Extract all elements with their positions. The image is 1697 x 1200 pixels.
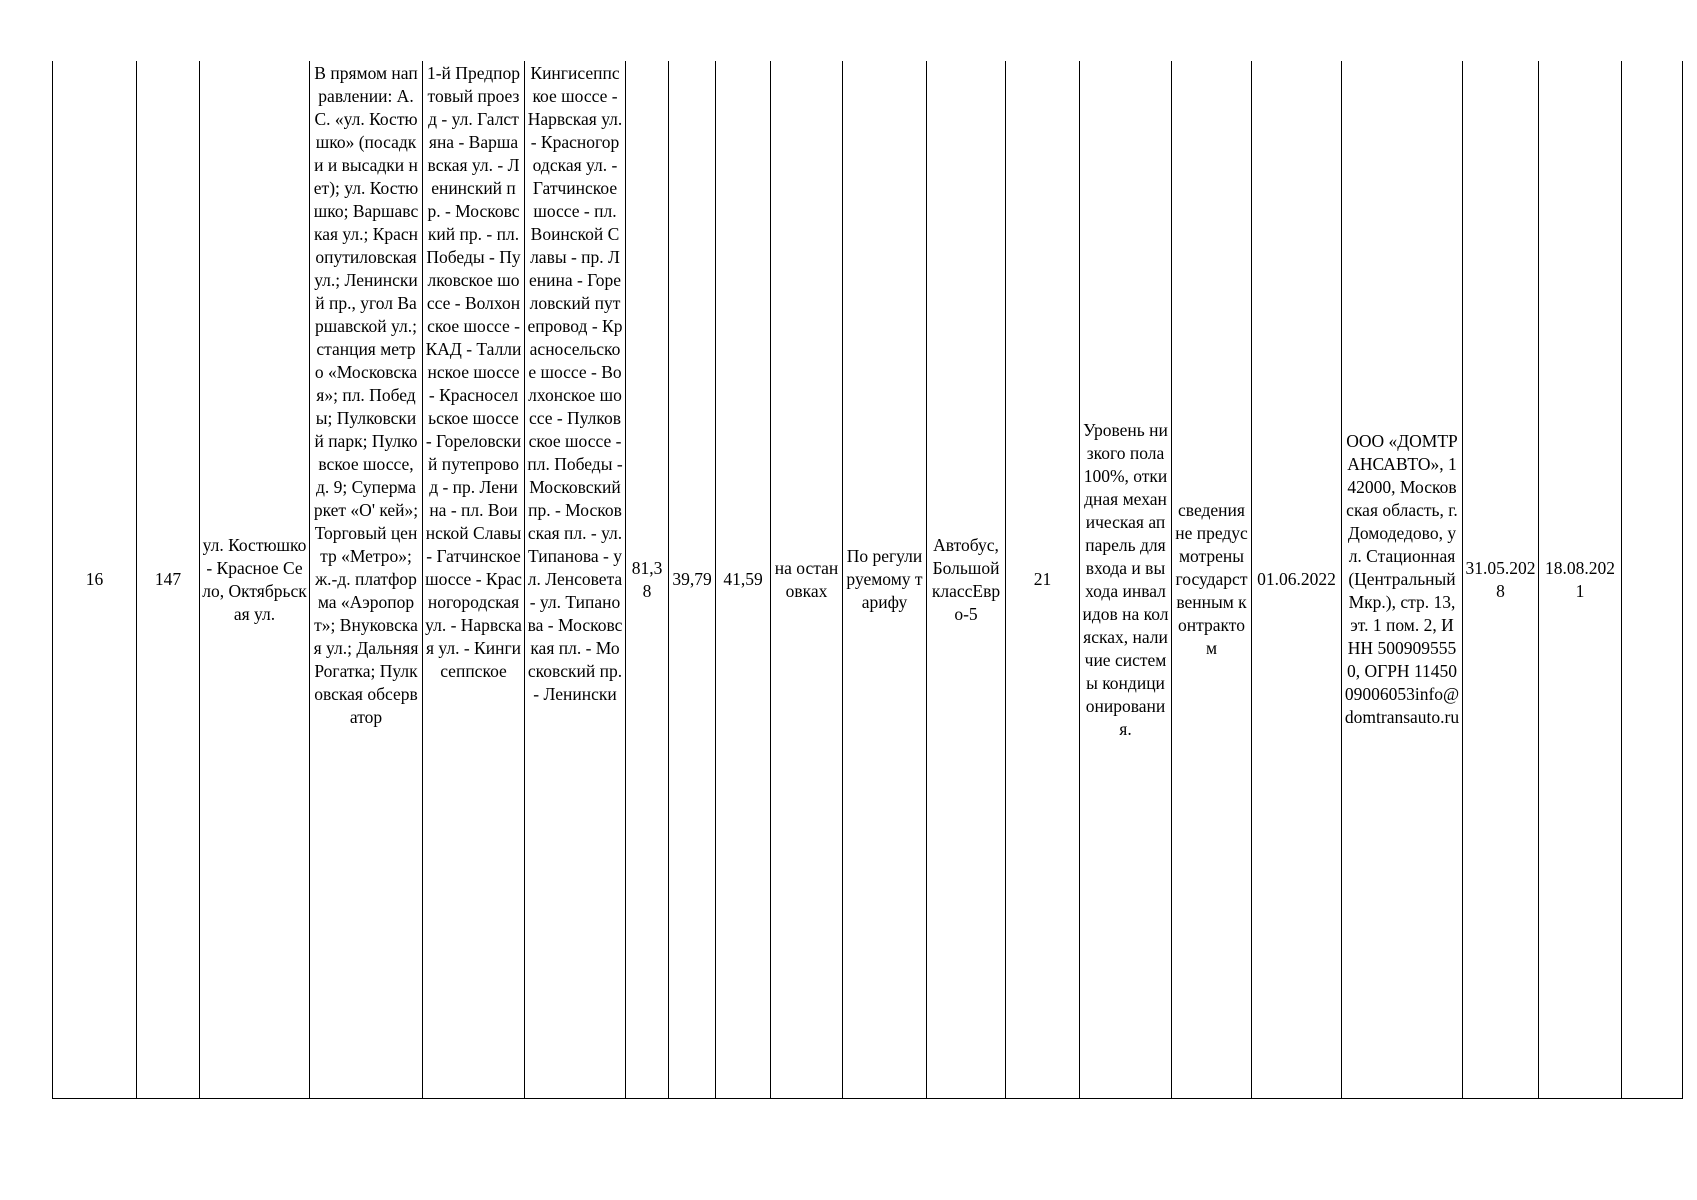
length-total-cell xyxy=(716,61,771,1099)
route-name-cell xyxy=(200,61,310,1099)
streets-forward-cell xyxy=(423,61,525,1099)
stops-cell xyxy=(310,61,423,1099)
vehicle-cell xyxy=(927,61,1006,1099)
stops-list: В прямом направлении: А.С. «ул. Костюшко» (посадки и высадки нет); ул. Костюшко; Варшавская ул.; Краснопутиловская ул.; Ленинский пр., угол Варшавской ул.; станция метро «Московская»; пл. Победы; Пулковский парк; Пулковское шоссе, д. 9; Супермаркет «О' кей»; Торговый центр «Метро»; ж.-д. платформа «Аэропорт»; Внуковская ул.; Дальняя Рогатка; Пулковская обсерватор xyxy=(313,63,419,727)
boarding-order: на остановках xyxy=(774,557,839,601)
route-number: 147 xyxy=(154,569,182,589)
contract-info: сведения не предусмотрены государственным контрактом xyxy=(1175,500,1248,658)
length-backward: 39,79 xyxy=(672,569,712,589)
row-number-cell xyxy=(53,61,137,1099)
length-total: 41,59 xyxy=(723,569,763,589)
vehicle-features-cell xyxy=(1080,61,1172,1099)
length-backward-cell xyxy=(669,61,716,1099)
start-date-cell xyxy=(1252,61,1342,1099)
length-forward: 81,38 xyxy=(631,557,663,601)
route-registry-table xyxy=(52,61,1683,1099)
vehicle-type: Автобус, Большой классЕвро-5 xyxy=(931,534,1001,624)
fare-type: По регулируемому тарифу xyxy=(846,546,923,612)
route-number-cell xyxy=(137,61,200,1099)
vehicle-count-cell xyxy=(1006,61,1080,1099)
carrier-info: ООО «ДОМТРАНСАВТО», 142000, Московская область, г. Домодедово, ул. Стационная (Центральный Мкр.), стр. 13, эт. 1 пом. 2, ИНН 5009095550, ОГРН 1145009006053info@domtransauto.ru xyxy=(1344,431,1460,727)
route-name: ул. Костюшко - Красное Село, Октябрьская ул. xyxy=(202,534,307,624)
contract-info-cell xyxy=(1172,61,1252,1099)
streets-backward: Кингисеппское шоссе - Нарвская ул. - Красногородская ул. - Гатчинское шоссе - пл. Воинской Славы - пр. Ленина - Гореловский путепровод - Красносельское шоссе - Волхонское шоссе - Пулковское шоссе - пл. Победы - Московский пр. - Московская пл. - ул. Типанова - ул. Ленсовета - ул. Типанова - Московская пл. - Московский пр. - Ленински xyxy=(527,63,623,704)
registration-date-cell xyxy=(1539,61,1622,1099)
vehicle-features: Уровень низкого пола 100%, откидная механическая аппарель для входа и выхода инвалидов на колясках, наличие системы кондиционирования. xyxy=(1082,419,1169,739)
extra-cell xyxy=(1622,61,1683,1099)
table-row xyxy=(53,61,1683,1099)
end-date-cell xyxy=(1463,61,1539,1099)
end-date: 31.05.2028 xyxy=(1465,557,1536,601)
length-forward-cell xyxy=(626,61,669,1099)
row-number: 16 xyxy=(85,569,104,589)
boarding-order-cell xyxy=(771,61,843,1099)
vehicle-count: 21 xyxy=(1033,569,1052,589)
streets-backward-cell xyxy=(525,61,626,1099)
fare-type-cell xyxy=(843,61,927,1099)
carrier-cell xyxy=(1342,61,1463,1099)
registration-date: 18.08.2021 xyxy=(1545,557,1615,601)
streets-forward: 1-й Предпортовый проезд - ул. Галстяна - Варшавская ул. - Ленинский пр. - Московский пр. - пл. Победы - Пулковское шоссе - Волхонское шоссе - КАД - Таллинское шоссе - Красносельское шоссе - Гореловский путепровод - пр. Ленина - пл. Воинской Славы - Гатчинское шоссе - Красногородская ул. - Нарвская ул. - Кингисеппское xyxy=(425,63,522,681)
start-date: 01.06.2022 xyxy=(1257,569,1336,589)
